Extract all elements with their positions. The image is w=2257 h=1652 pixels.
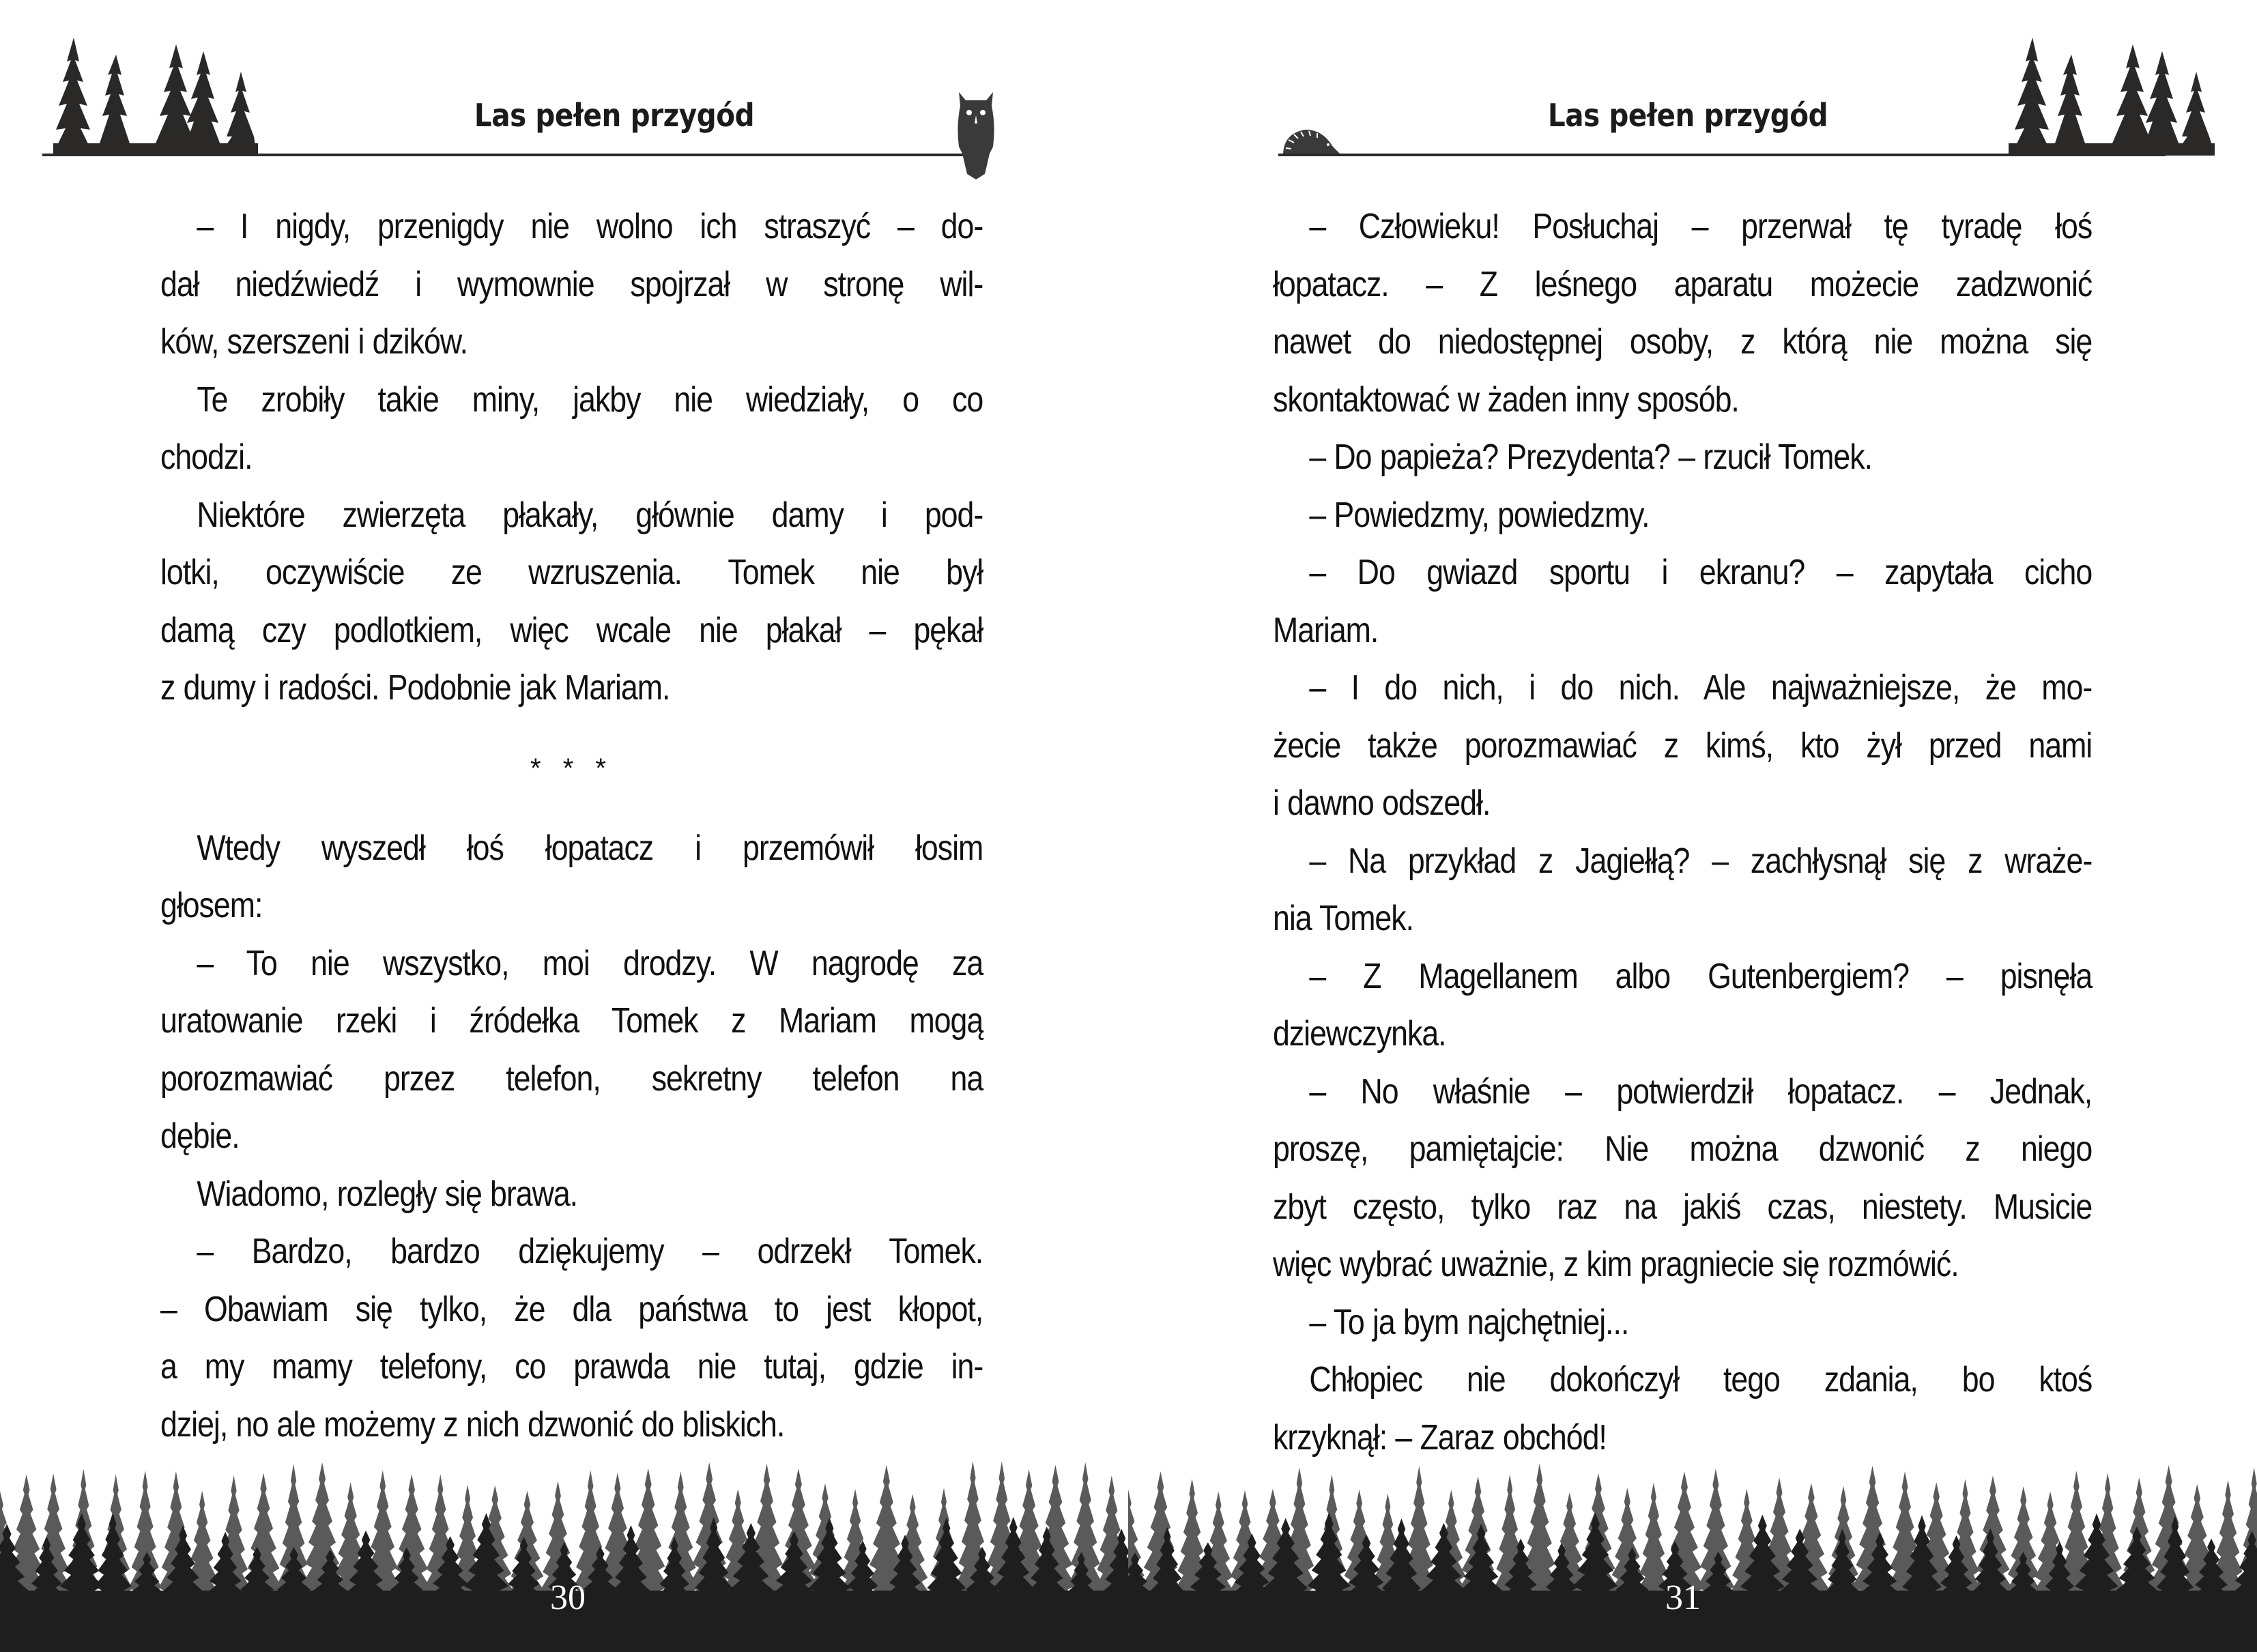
hedgehog-icon xyxy=(1282,126,1343,157)
text-line: łopatacz. – Z leśnego aparatu możecie zadzwonić xyxy=(1273,264,2093,304)
text-line: Mariam. xyxy=(1273,610,1379,650)
page-number: 30 xyxy=(550,1578,586,1617)
text-line: nawet do niedostępnej osoby, z którą nie można się xyxy=(1273,322,2093,362)
text-line: ków, szerszeni i dzików. xyxy=(160,322,468,362)
text-line: Te zrobiły takie miny, jakby nie wiedziały, o co xyxy=(197,379,983,420)
forest-silhouette-icon xyxy=(0,1447,1128,1652)
text-line: – Obawiam się tylko, że dla państwa to jest kłopot, xyxy=(160,1289,983,1329)
text-line: porozmawiać przez telefon, sekretny telefon na xyxy=(160,1058,983,1099)
page-number: 31 xyxy=(1665,1578,1701,1617)
text-line: Niektóre zwierzęta płakały, głównie damy i pod- xyxy=(197,495,983,535)
text-line: – Do papieża? Prezydenta? – rzucił Tomek. xyxy=(1309,437,1872,477)
text-line: – To nie wszystko, moi drodzy. W nagrodę za xyxy=(197,943,983,983)
text-line: Wtedy wyszedł łoś łopatacz i przemówił łosim xyxy=(197,828,983,868)
text-line: dziewczynka. xyxy=(1273,1014,1446,1054)
left-page-text xyxy=(160,198,983,1453)
header-rule xyxy=(42,154,977,156)
running-title: Las pełen przygód xyxy=(1547,97,1828,134)
pine-trees-icon xyxy=(40,34,299,157)
text-line: chodzi. xyxy=(160,437,253,477)
left-page xyxy=(0,0,1128,1652)
text-line: damą czy podlotkiem, więc wcale nie płakał – pękał xyxy=(160,610,983,650)
text-line: – Powiedzmy, powiedzmy. xyxy=(1309,495,1650,535)
text-line: lotki, oczywiście ze wzruszenia. Tomek nie był xyxy=(160,553,983,592)
text-line: nia Tomek. xyxy=(1273,899,1413,938)
text-line: skontaktować w żaden inny sposób. xyxy=(1273,379,1739,420)
text-line: – Do gwiazd sportu i ekranu? – zapytała cicho xyxy=(1309,553,2093,592)
text-line: – I do nich, i do nich. Ale najważniejsze, że mo- xyxy=(1309,668,2093,708)
right-page xyxy=(1128,0,2257,1652)
text-line: głosem: xyxy=(160,886,263,925)
text-line: żecie także porozmawiać z kimś, kto żył przed nami xyxy=(1273,725,2093,766)
text-line: dębie. xyxy=(160,1116,240,1156)
text-line: – To ja bym najchętniej... xyxy=(1309,1302,1629,1342)
running-title: Las pełen przygód xyxy=(474,97,755,134)
text-line: i dawno odszedł. xyxy=(1273,783,1491,823)
text-line: – Z Magellanem albo Gutenbergiem? – pisnęła xyxy=(1309,956,2093,996)
text-line: dziej, no ale możemy z nich dzwonić do bliskich. xyxy=(160,1404,785,1445)
text-line: – I nigdy, przenigdy nie wolno ich straszyć – do- xyxy=(197,207,983,246)
text-line: zbyt często, tylko raz na jakiś czas, niestety. Musicie xyxy=(1273,1187,2093,1227)
text-line: a my mamy telefony, co prawda nie tutaj, gdzie in- xyxy=(160,1347,983,1387)
pine-trees-icon xyxy=(1961,34,2220,157)
text-line: z dumy i radości. Podobnie jak Mariam. xyxy=(160,668,670,708)
text-line: dał niedźwiedź i wymownie spojrzał w stronę wil- xyxy=(160,264,983,304)
text-line: Chłopiec nie dokończył tego zdania, bo ktoś xyxy=(1309,1360,2093,1400)
owl-icon xyxy=(952,85,1000,181)
right-page-text xyxy=(1273,198,2092,1466)
text-line: uratowanie rzeki i źródełka Tomek z Mariam mogą xyxy=(160,1001,983,1041)
text-line: Wiadomo, rozległy się brawa. xyxy=(197,1174,578,1214)
text-line: proszę, pamiętajcie: Nie można dzwonić z niego xyxy=(1273,1129,2093,1169)
text-line: więc wybrać uważnie, z kim pragniecie się rozmówić. xyxy=(1273,1245,1959,1284)
text-line: – Człowieku! Posłuchaj – przerwał tę tyradę łoś xyxy=(1309,207,2093,246)
text-line: – Bardzo, bardzo dziękujemy – odrzekł Tomek. xyxy=(197,1232,983,1271)
text-line: krzyknął: – Zaraz obchód! xyxy=(1273,1417,1607,1458)
text-line: – Na przykład z Jagiełłą? – zachłysnął się z wraże- xyxy=(1309,841,2093,881)
section-separator: * * * xyxy=(530,753,613,783)
forest-silhouette-icon xyxy=(1128,1447,2257,1652)
text-line: – No właśnie – potwierdził łopatacz. – Jednak, xyxy=(1309,1071,2093,1112)
